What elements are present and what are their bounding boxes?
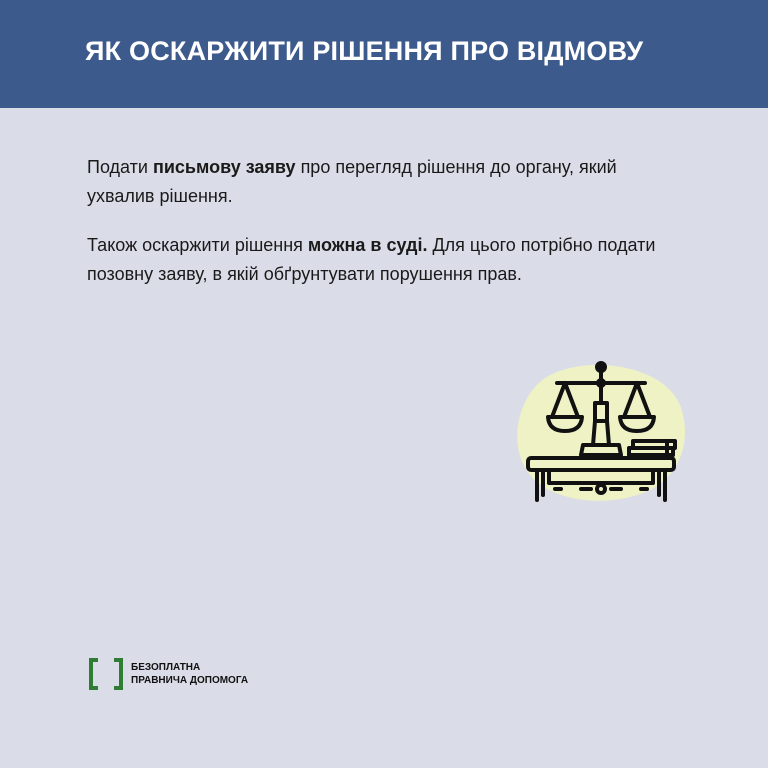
scales-of-justice-icon [515, 355, 695, 515]
paragraph-2-bold: можна в суді. [307, 235, 428, 255]
header-banner [0, 0, 768, 108]
paragraph-1 [87, 153, 687, 211]
logo [88, 658, 288, 692]
paragraph-1-text-before: Подати [87, 157, 153, 177]
logo-line-2: ПРАВНИЧА ДОПОМОГА [131, 675, 249, 686]
paragraph-2-text-after: Для цього потрібно подати позовну заяву, в якій обґрунтувати порушення прав. [87, 235, 656, 284]
paragraph-2-text-before: Також оскаржити рішення [87, 235, 308, 255]
logo-line-1: БЕЗОПЛАТНА [131, 662, 201, 673]
logo-text [131, 661, 248, 687]
logo-brackets-icon [88, 658, 124, 690]
paragraph-1-bold: письмову заяву [152, 157, 296, 177]
main-content [87, 153, 687, 309]
paragraph-1-text-after: про перегляд рішення до органу, який ухвалив рішення. [87, 157, 617, 206]
page-title: ЯК ОСКАРЖИТИ РІШЕННЯ ПРО ВІДМОВУ [85, 36, 644, 66]
paragraph-2 [87, 231, 687, 289]
